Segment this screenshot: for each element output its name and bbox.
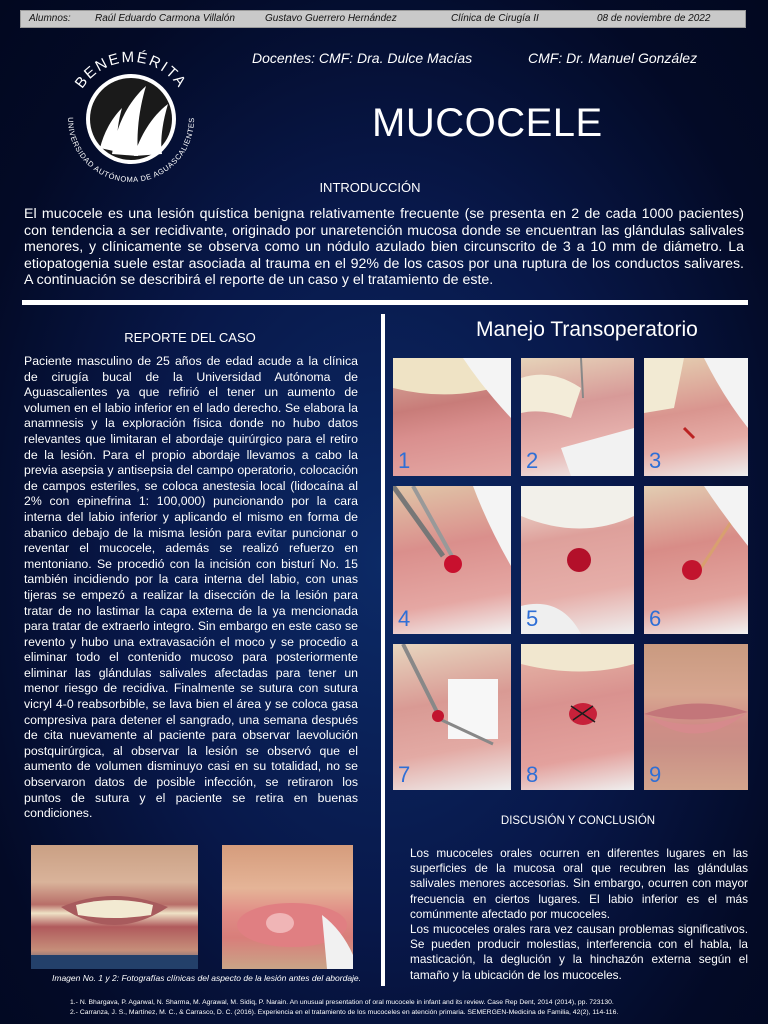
photo-number-1: 1 bbox=[398, 448, 411, 473]
intro-text: El mucocele es una lesión quística benigna relativamente frecuente (se presenta en 2 de cada 1000 pacientes) con tendencia a ser recidivante, originado por unaretención mucosa donde se encuentran las glándulas salivales menores, y clínicamente se observa como un nódulo azulado bien circunscrito de 3 a 10 mm de diámetro. La etiopatogenia suele estar asociada al trauma en el 92% de los casos por una ruptura de los conductos salivares. A continuación se describirá el reporte de un caso y el tratamiento de este. bbox=[24, 206, 744, 289]
transop-photo-3 bbox=[644, 358, 748, 476]
docentes-left: Docentes: CMF: Dra. Dulce Macías bbox=[252, 50, 473, 66]
reference-2: 2.- Carranza, J. S., Martínez, M. C., & Carrasco, D. C. (2016). Experiencia en el tratamiento de los mucoceles en atención primaria. SEMERGEN-Medicina de Familia, 42(2), 114-116. bbox=[70, 1009, 619, 1016]
transop-photo-2 bbox=[521, 358, 634, 476]
photo-number-9: 9 bbox=[649, 762, 662, 787]
student-2: Gustavo Guerrero Hernández bbox=[265, 13, 397, 24]
transop-photo-1 bbox=[393, 358, 511, 476]
discussion-text bbox=[410, 846, 748, 983]
discussion-paragraph-1: Los mucoceles orales ocurren en diferentes lugares en las superficies de la mucosa oral que recubren las glándulas salivales menores accesorias. Sin embargo, ocurren con mayor frecuencia en ciertos lugares. El labio inferior es el más comúnmente afectado por mucoceles. bbox=[410, 846, 748, 921]
transop-photo-8 bbox=[521, 644, 634, 790]
photo-number-4: 4 bbox=[398, 606, 411, 631]
photo-number-3: 3 bbox=[649, 448, 662, 473]
date: 08 de noviembre de 2022 bbox=[597, 13, 711, 24]
clinical-photo-before-1 bbox=[31, 845, 198, 969]
logo-top-text: BENEMÉRITA bbox=[71, 48, 191, 92]
student-1: Raúl Eduardo Carmona Villalón bbox=[95, 13, 235, 24]
course-name: Clínica de Cirugía II bbox=[451, 13, 539, 24]
clinical-photo-before-2 bbox=[222, 845, 353, 969]
logo-bottom-text: UNIVERSIDAD AUTÓNOMA DE AGUASCALIENTES bbox=[65, 117, 197, 185]
case-text: Paciente masculino de 25 años de edad acude a la clínica de cirugía bucal de la Universidad Autónoma de Aguascalientes ya que refirió el tener un aumento de volumen en el labio inferior en el lado derecho. Se elabora la anamnesis y la exploración física donde no hubo datos relevantes que limitaran el abordaje quirúrgico para el retiro de la lesión. Para el propio abordaje llevamos a cabo la previa asepsia y antisepsia del campo operatorio, colocación de campos esteriles, se coloca anestesia local (lidocaína al 2% con epinefrina 1: 100,000) puncionando por la cara interna del labio inferior y aplicando el mismo en forma de abanico debajo de la misma lesión para evitar puncionar o reventar el mucocele, además se realizó refuerzo en mentoniano. Se procedió con la incisión con bisturí No. 15 también incidiendo por la cara interna del labio, con unas tijeras se empezó a realizar la disección de la lesión para tratar de no lastimar la capa externa de la ya mencionada para tratar de extraerlo integro. Sin embargo en este caso se revento y hubo una extravasación el moco y se procedio a eliminar todo el contenido mucoso para posteriormente eliminar las glándulas salivales afectadas para tener un menor riesgo de recidiva. Finalmente se sutura con sutura vicryl 4-0 reabsorbible, se lava bien el área y se coloca gasa compresiva para detener el sangrado, una semana después de cita nuevamente al paciente para observar laevolución postquirúrgica, al observar la lesión se observó que el aumento de volumen disminuyo casi en su totalidad, no se observaron datos de posible infección, se retiraron los puntos de sutura y el paciente se retira en buenas condiciones. bbox=[24, 354, 358, 821]
poster-title: MUCOCELE bbox=[372, 101, 603, 145]
vertical-divider bbox=[381, 314, 385, 986]
intro-heading: INTRODUCCIÓN bbox=[319, 180, 421, 195]
transop-photo-6 bbox=[644, 486, 748, 634]
photo-number-2: 2 bbox=[526, 448, 539, 473]
reference-1: 1.- N. Bhargava, P. Agarwal, N. Sharma, M. Agrawal, M. Sidiq, P. Narain. An unusual presentation of oral mucocele in infant and its review. Case Rep Dent, 2014 (2014), pp. 723130. bbox=[70, 999, 614, 1006]
discussion-heading: DISCUSIÓN Y CONCLUSIÓN bbox=[500, 815, 656, 827]
header-bar bbox=[20, 10, 746, 28]
horizontal-divider bbox=[22, 300, 748, 305]
photo-number-8: 8 bbox=[526, 762, 539, 787]
photo-number-5: 5 bbox=[526, 606, 539, 631]
photo-number-6: 6 bbox=[649, 606, 662, 631]
docentes-right: CMF: Dr. Manuel González bbox=[528, 50, 698, 66]
alumnos-label: Alumnos: bbox=[29, 13, 71, 24]
transop-photo-7 bbox=[393, 644, 511, 790]
transop-photo-9 bbox=[644, 644, 748, 790]
university-logo bbox=[56, 44, 206, 194]
transop-photo-4 bbox=[393, 486, 511, 634]
photo-number-7: 7 bbox=[398, 762, 411, 787]
discussion-paragraph-2: Los mucoceles orales rara vez causan problemas significativos. Se pueden producir molestias, interferencia con el habla, la masticación, la deglución y la hinchazón externa según el tamaño y la ubicación de los mucoceles. bbox=[410, 922, 748, 982]
case-heading: REPORTE DEL CASO bbox=[124, 330, 256, 345]
transop-heading: Manejo Transoperatorio bbox=[476, 318, 698, 341]
photo-caption: Imagen No. 1 y 2: Fotografías clínicas del aspecto de la lesión antes del abordaje. bbox=[52, 973, 362, 983]
transop-photo-5 bbox=[521, 486, 634, 634]
